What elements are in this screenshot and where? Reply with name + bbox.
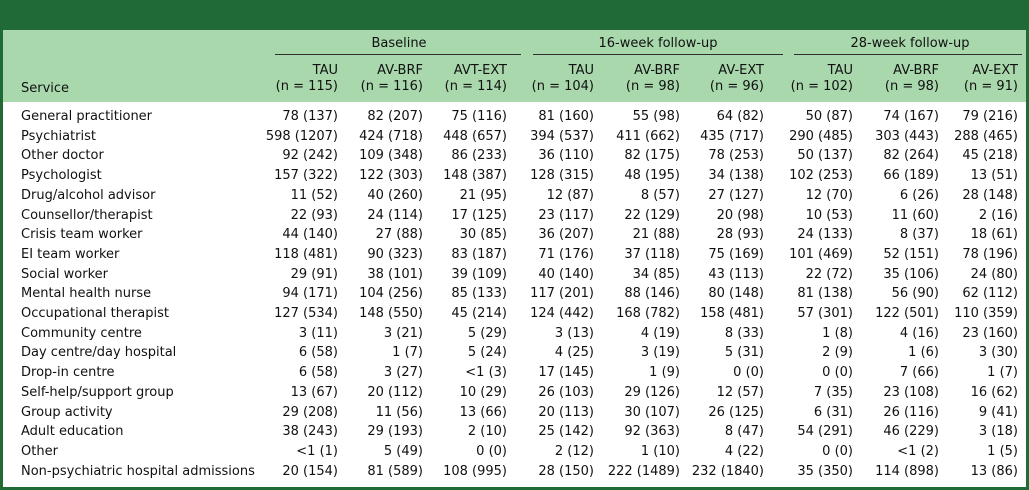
service-cell: Non-psychiatric hospital admissions	[21, 463, 255, 479]
table-row	[3, 245, 1026, 265]
value-cell: 90 (323)	[367, 246, 423, 262]
value-cell: <1 (3)	[465, 365, 507, 381]
value-cell: 24 (114)	[367, 207, 423, 223]
table-row	[3, 206, 1026, 226]
value-cell: 3 (27)	[383, 365, 423, 381]
service-cell: Social worker	[21, 266, 109, 282]
value-cell: 1 (8)	[822, 325, 853, 341]
value-cell: 3 (21)	[383, 325, 423, 341]
value-cell: 122 (501)	[875, 306, 939, 321]
value-cell: 38 (101)	[367, 266, 423, 282]
value-cell: 24 (80)	[970, 266, 1018, 282]
value-cell: 3 (11)	[298, 325, 338, 341]
value-cell: 23 (108)	[883, 384, 939, 400]
value-cell: 85 (133)	[451, 286, 507, 302]
value-cell: 26 (116)	[883, 404, 939, 420]
value-cell: 8 (57)	[640, 187, 680, 203]
group-line-16-week	[533, 54, 783, 55]
service-cell: Drop-in centre	[21, 365, 115, 381]
value-cell: 17 (145)	[538, 365, 594, 381]
value-cell: 1 (7)	[987, 365, 1018, 381]
value-cell: 5 (24)	[467, 345, 507, 361]
value-cell: 11 (60)	[891, 207, 939, 223]
value-cell: 64 (82)	[716, 109, 764, 124]
value-cell: 2 (16)	[978, 207, 1018, 223]
value-cell: 435 (717)	[700, 128, 764, 144]
group-28-week: 28-week follow-up	[850, 36, 970, 51]
value-cell: 26 (103)	[538, 384, 594, 400]
value-cell: 13 (86)	[970, 463, 1018, 479]
value-cell: 394 (537)	[530, 128, 594, 144]
value-cell: 101 (469)	[789, 246, 853, 262]
value-cell: 104 (256)	[359, 286, 423, 302]
service-cell: Group activity	[21, 404, 113, 420]
value-cell: 37 (118)	[624, 246, 680, 262]
service-cell: Adult education	[21, 424, 124, 440]
value-cell: 78 (137)	[282, 109, 338, 124]
value-cell: 50 (87)	[805, 109, 853, 124]
value-cell: 21 (95)	[459, 187, 507, 203]
service-cell: Mental health nurse	[21, 286, 152, 302]
value-cell: 108 (995)	[443, 463, 507, 479]
service-cell: EI team worker	[21, 246, 120, 262]
value-cell: 6 (31)	[813, 404, 853, 420]
value-cell: 411 (662)	[616, 128, 680, 144]
value-cell: 66 (189)	[883, 168, 939, 184]
value-cell: 127 (534)	[274, 306, 338, 321]
service-cell: Occupational therapist	[21, 306, 169, 321]
value-cell: 8 (47)	[724, 424, 764, 440]
value-cell: 303 (443)	[875, 128, 939, 144]
value-cell: 48 (195)	[624, 168, 680, 184]
value-cell: 71 (176)	[538, 246, 594, 262]
value-cell: 88 (146)	[624, 286, 680, 302]
table-row	[3, 127, 1026, 147]
value-cell: 598 (1207)	[265, 128, 338, 144]
value-cell: 448 (657)	[443, 128, 507, 144]
value-cell: 5 (49)	[383, 443, 423, 459]
value-cell: 122 (303)	[359, 168, 423, 184]
table-row	[3, 304, 1026, 324]
value-cell: 30 (85)	[459, 227, 507, 243]
value-cell: 424 (718)	[359, 128, 423, 144]
value-cell: 45 (214)	[451, 306, 507, 321]
value-cell: 20 (98)	[716, 207, 764, 223]
value-cell: <1 (1)	[296, 443, 338, 459]
col-header-8: AV-BRF (n = 98)	[884, 63, 939, 94]
value-cell: 28 (148)	[962, 187, 1018, 203]
value-cell: 12 (70)	[805, 187, 853, 203]
value-cell: 78 (253)	[708, 148, 764, 164]
table-row	[3, 422, 1026, 442]
value-cell: 1 (7)	[392, 345, 423, 361]
value-cell: 57 (301)	[797, 306, 853, 321]
col-header-1: TAU (n = 115)	[275, 63, 338, 94]
value-cell: 0 (0)	[822, 443, 853, 459]
value-cell: 4 (25)	[554, 345, 594, 361]
value-cell: 3 (19)	[640, 345, 680, 361]
table-row	[3, 343, 1026, 363]
value-cell: 29 (208)	[282, 404, 338, 420]
value-cell: 7 (66)	[899, 365, 939, 381]
service-cell: Other	[21, 443, 58, 459]
group-line-baseline	[275, 54, 521, 55]
value-cell: 1 (9)	[649, 365, 680, 381]
value-cell: 117 (201)	[530, 286, 594, 302]
value-cell: 5 (29)	[467, 325, 507, 341]
service-cell: Community centre	[21, 325, 142, 341]
value-cell: 26 (125)	[708, 404, 764, 420]
value-cell: 102 (253)	[789, 168, 853, 184]
value-cell: 8 (37)	[899, 227, 939, 243]
value-cell: 6 (26)	[899, 187, 939, 203]
value-cell: 110 (359)	[954, 306, 1018, 321]
service-column-header: Service	[21, 81, 70, 96]
table-row	[3, 442, 1026, 462]
value-cell: 78 (196)	[962, 246, 1018, 262]
service-cell: Other doctor	[21, 148, 104, 164]
value-cell: 23 (160)	[962, 325, 1018, 341]
value-cell: 4 (22)	[724, 443, 764, 459]
value-cell: 75 (116)	[451, 109, 507, 124]
value-cell: 39 (109)	[451, 266, 507, 282]
col-header-3: AVT-EXT (n = 114)	[444, 63, 507, 94]
value-cell: 0 (0)	[476, 443, 507, 459]
value-cell: 21 (88)	[632, 227, 680, 243]
value-cell: 168 (782)	[616, 306, 680, 321]
value-cell: 5 (31)	[724, 345, 764, 361]
value-cell: 114 (898)	[875, 463, 939, 479]
table-title-bar	[0, 0, 1029, 30]
value-cell: 12 (87)	[546, 187, 594, 203]
value-cell: 3 (30)	[978, 345, 1018, 361]
value-cell: 8 (33)	[724, 325, 764, 341]
table-row	[3, 403, 1026, 423]
col-header-9: AV-EXT (n = 91)	[963, 63, 1018, 94]
value-cell: 1 (10)	[640, 443, 680, 459]
value-cell: 74 (167)	[883, 109, 939, 124]
value-cell: 52 (151)	[883, 246, 939, 262]
value-cell: 11 (56)	[375, 404, 423, 420]
value-cell: 29 (126)	[624, 384, 680, 400]
value-cell: 29 (91)	[290, 266, 338, 282]
value-cell: 0 (0)	[733, 365, 764, 381]
value-cell: 3 (18)	[978, 424, 1018, 440]
value-cell: 46 (229)	[883, 424, 939, 440]
value-cell: 1 (5)	[987, 443, 1018, 459]
service-cell: Drug/alcohol advisor	[21, 187, 156, 203]
value-cell: 288 (465)	[954, 128, 1018, 144]
value-cell: 25 (142)	[538, 424, 594, 440]
value-cell: 20 (154)	[282, 463, 338, 479]
value-cell: 94 (171)	[282, 286, 338, 302]
value-cell: 28 (93)	[716, 227, 764, 243]
value-cell: 148 (550)	[359, 306, 423, 321]
value-cell: 20 (112)	[367, 384, 423, 400]
value-cell: 6 (58)	[298, 345, 338, 361]
value-cell: 81 (160)	[538, 109, 594, 124]
value-cell: 11 (52)	[290, 187, 338, 203]
table-row	[3, 166, 1026, 186]
value-cell: 83 (187)	[451, 246, 507, 262]
value-cell: 13 (51)	[970, 168, 1018, 184]
value-cell: 22 (129)	[624, 207, 680, 223]
value-cell: 222 (1489)	[607, 463, 680, 479]
value-cell: 82 (207)	[367, 109, 423, 124]
value-cell: 86 (233)	[451, 148, 507, 164]
value-cell: 0 (0)	[822, 365, 853, 381]
value-cell: 1 (6)	[908, 345, 939, 361]
service-cell: Psychologist	[21, 168, 102, 184]
value-cell: 75 (169)	[708, 246, 764, 262]
value-cell: 16 (62)	[970, 384, 1018, 400]
group-line-28-week	[794, 54, 1022, 55]
value-cell: 34 (138)	[708, 168, 764, 184]
service-cell: Day centre/day hospital	[21, 345, 177, 361]
table-row	[3, 146, 1026, 166]
table-row	[3, 265, 1026, 285]
value-cell: 2 (12)	[554, 443, 594, 459]
data-table	[0, 30, 1029, 490]
value-cell: 92 (242)	[282, 148, 338, 164]
value-cell: 20 (113)	[538, 404, 594, 420]
value-cell: 50 (137)	[797, 148, 853, 164]
value-cell: 9 (41)	[978, 404, 1018, 420]
value-cell: 82 (264)	[883, 148, 939, 164]
value-cell: 55 (98)	[632, 109, 680, 124]
value-cell: 92 (363)	[624, 424, 680, 440]
value-cell: 62 (112)	[962, 286, 1018, 302]
value-cell: 43 (113)	[708, 266, 764, 282]
value-cell: 290 (485)	[789, 128, 853, 144]
value-cell: 3 (13)	[554, 325, 594, 341]
col-header-2: AV-BRF (n = 116)	[360, 63, 423, 94]
value-cell: 80 (148)	[708, 286, 764, 302]
value-cell: 81 (138)	[797, 286, 853, 302]
table-row	[3, 186, 1026, 206]
value-cell: 232 (1840)	[691, 463, 764, 479]
value-cell: 13 (66)	[459, 404, 507, 420]
value-cell: 45 (218)	[962, 148, 1018, 164]
group-16-week: 16-week follow-up	[598, 36, 718, 51]
value-cell: 23 (117)	[538, 207, 594, 223]
service-cell: Crisis team worker	[21, 227, 143, 243]
value-cell: 128 (315)	[530, 168, 594, 184]
value-cell: 40 (260)	[367, 187, 423, 203]
value-cell: 44 (140)	[282, 227, 338, 243]
table-row	[3, 324, 1026, 344]
value-cell: 148 (387)	[443, 168, 507, 184]
value-cell: 12 (57)	[716, 384, 764, 400]
value-cell: 54 (291)	[797, 424, 853, 440]
value-cell: 18 (61)	[970, 227, 1018, 243]
value-cell: 81 (589)	[367, 463, 423, 479]
table-row	[3, 284, 1026, 304]
value-cell: 38 (243)	[282, 424, 338, 440]
table-row	[3, 225, 1026, 245]
value-cell: 35 (350)	[797, 463, 853, 479]
value-cell: 118 (481)	[274, 246, 338, 262]
service-cell: Psychiatrist	[21, 128, 96, 144]
value-cell: 124 (442)	[530, 306, 594, 321]
value-cell: 82 (175)	[624, 148, 680, 164]
value-cell: 4 (19)	[640, 325, 680, 341]
value-cell: 10 (29)	[459, 384, 507, 400]
col-header-5: AV-BRF (n = 98)	[625, 63, 680, 94]
table-header	[3, 30, 1026, 103]
service-cell: Self-help/support group	[21, 384, 174, 400]
value-cell: 10 (53)	[805, 207, 853, 223]
value-cell: 27 (127)	[708, 187, 764, 203]
service-cell: Counsellor/therapist	[21, 207, 153, 223]
value-cell: 22 (93)	[290, 207, 338, 223]
table-row	[3, 383, 1026, 403]
value-cell: 28 (150)	[538, 463, 594, 479]
table-row	[3, 363, 1026, 383]
value-cell: 157 (322)	[274, 168, 338, 184]
value-cell: 35 (106)	[883, 266, 939, 282]
value-cell: 22 (72)	[805, 266, 853, 282]
value-cell: 34 (85)	[632, 266, 680, 282]
table-row	[3, 107, 1026, 127]
value-cell: 40 (140)	[538, 266, 594, 282]
col-header-4: TAU (n = 104)	[531, 63, 594, 94]
value-cell: 30 (107)	[624, 404, 680, 420]
col-header-6: AV-EXT (n = 96)	[709, 63, 764, 94]
value-cell: 56 (90)	[891, 286, 939, 302]
value-cell: 27 (88)	[375, 227, 423, 243]
value-cell: 6 (58)	[298, 365, 338, 381]
service-cell: General practitioner	[21, 109, 153, 124]
value-cell: 79 (216)	[962, 109, 1018, 124]
table-row	[3, 462, 1026, 482]
value-cell: 2 (9)	[822, 345, 853, 361]
value-cell: 36 (110)	[538, 148, 594, 164]
col-header-7: TAU (n = 102)	[790, 63, 853, 94]
value-cell: 17 (125)	[451, 207, 507, 223]
value-cell: 158 (481)	[700, 306, 764, 321]
value-cell: 7 (35)	[813, 384, 853, 400]
value-cell: 109 (348)	[359, 148, 423, 164]
group-baseline: Baseline	[371, 36, 427, 51]
value-cell: 13 (67)	[290, 384, 338, 400]
value-cell: 24 (133)	[797, 227, 853, 243]
value-cell: 2 (10)	[467, 424, 507, 440]
value-cell: 36 (207)	[538, 227, 594, 243]
value-cell: <1 (2)	[897, 443, 939, 459]
value-cell: 4 (16)	[899, 325, 939, 341]
value-cell: 29 (193)	[367, 424, 423, 440]
